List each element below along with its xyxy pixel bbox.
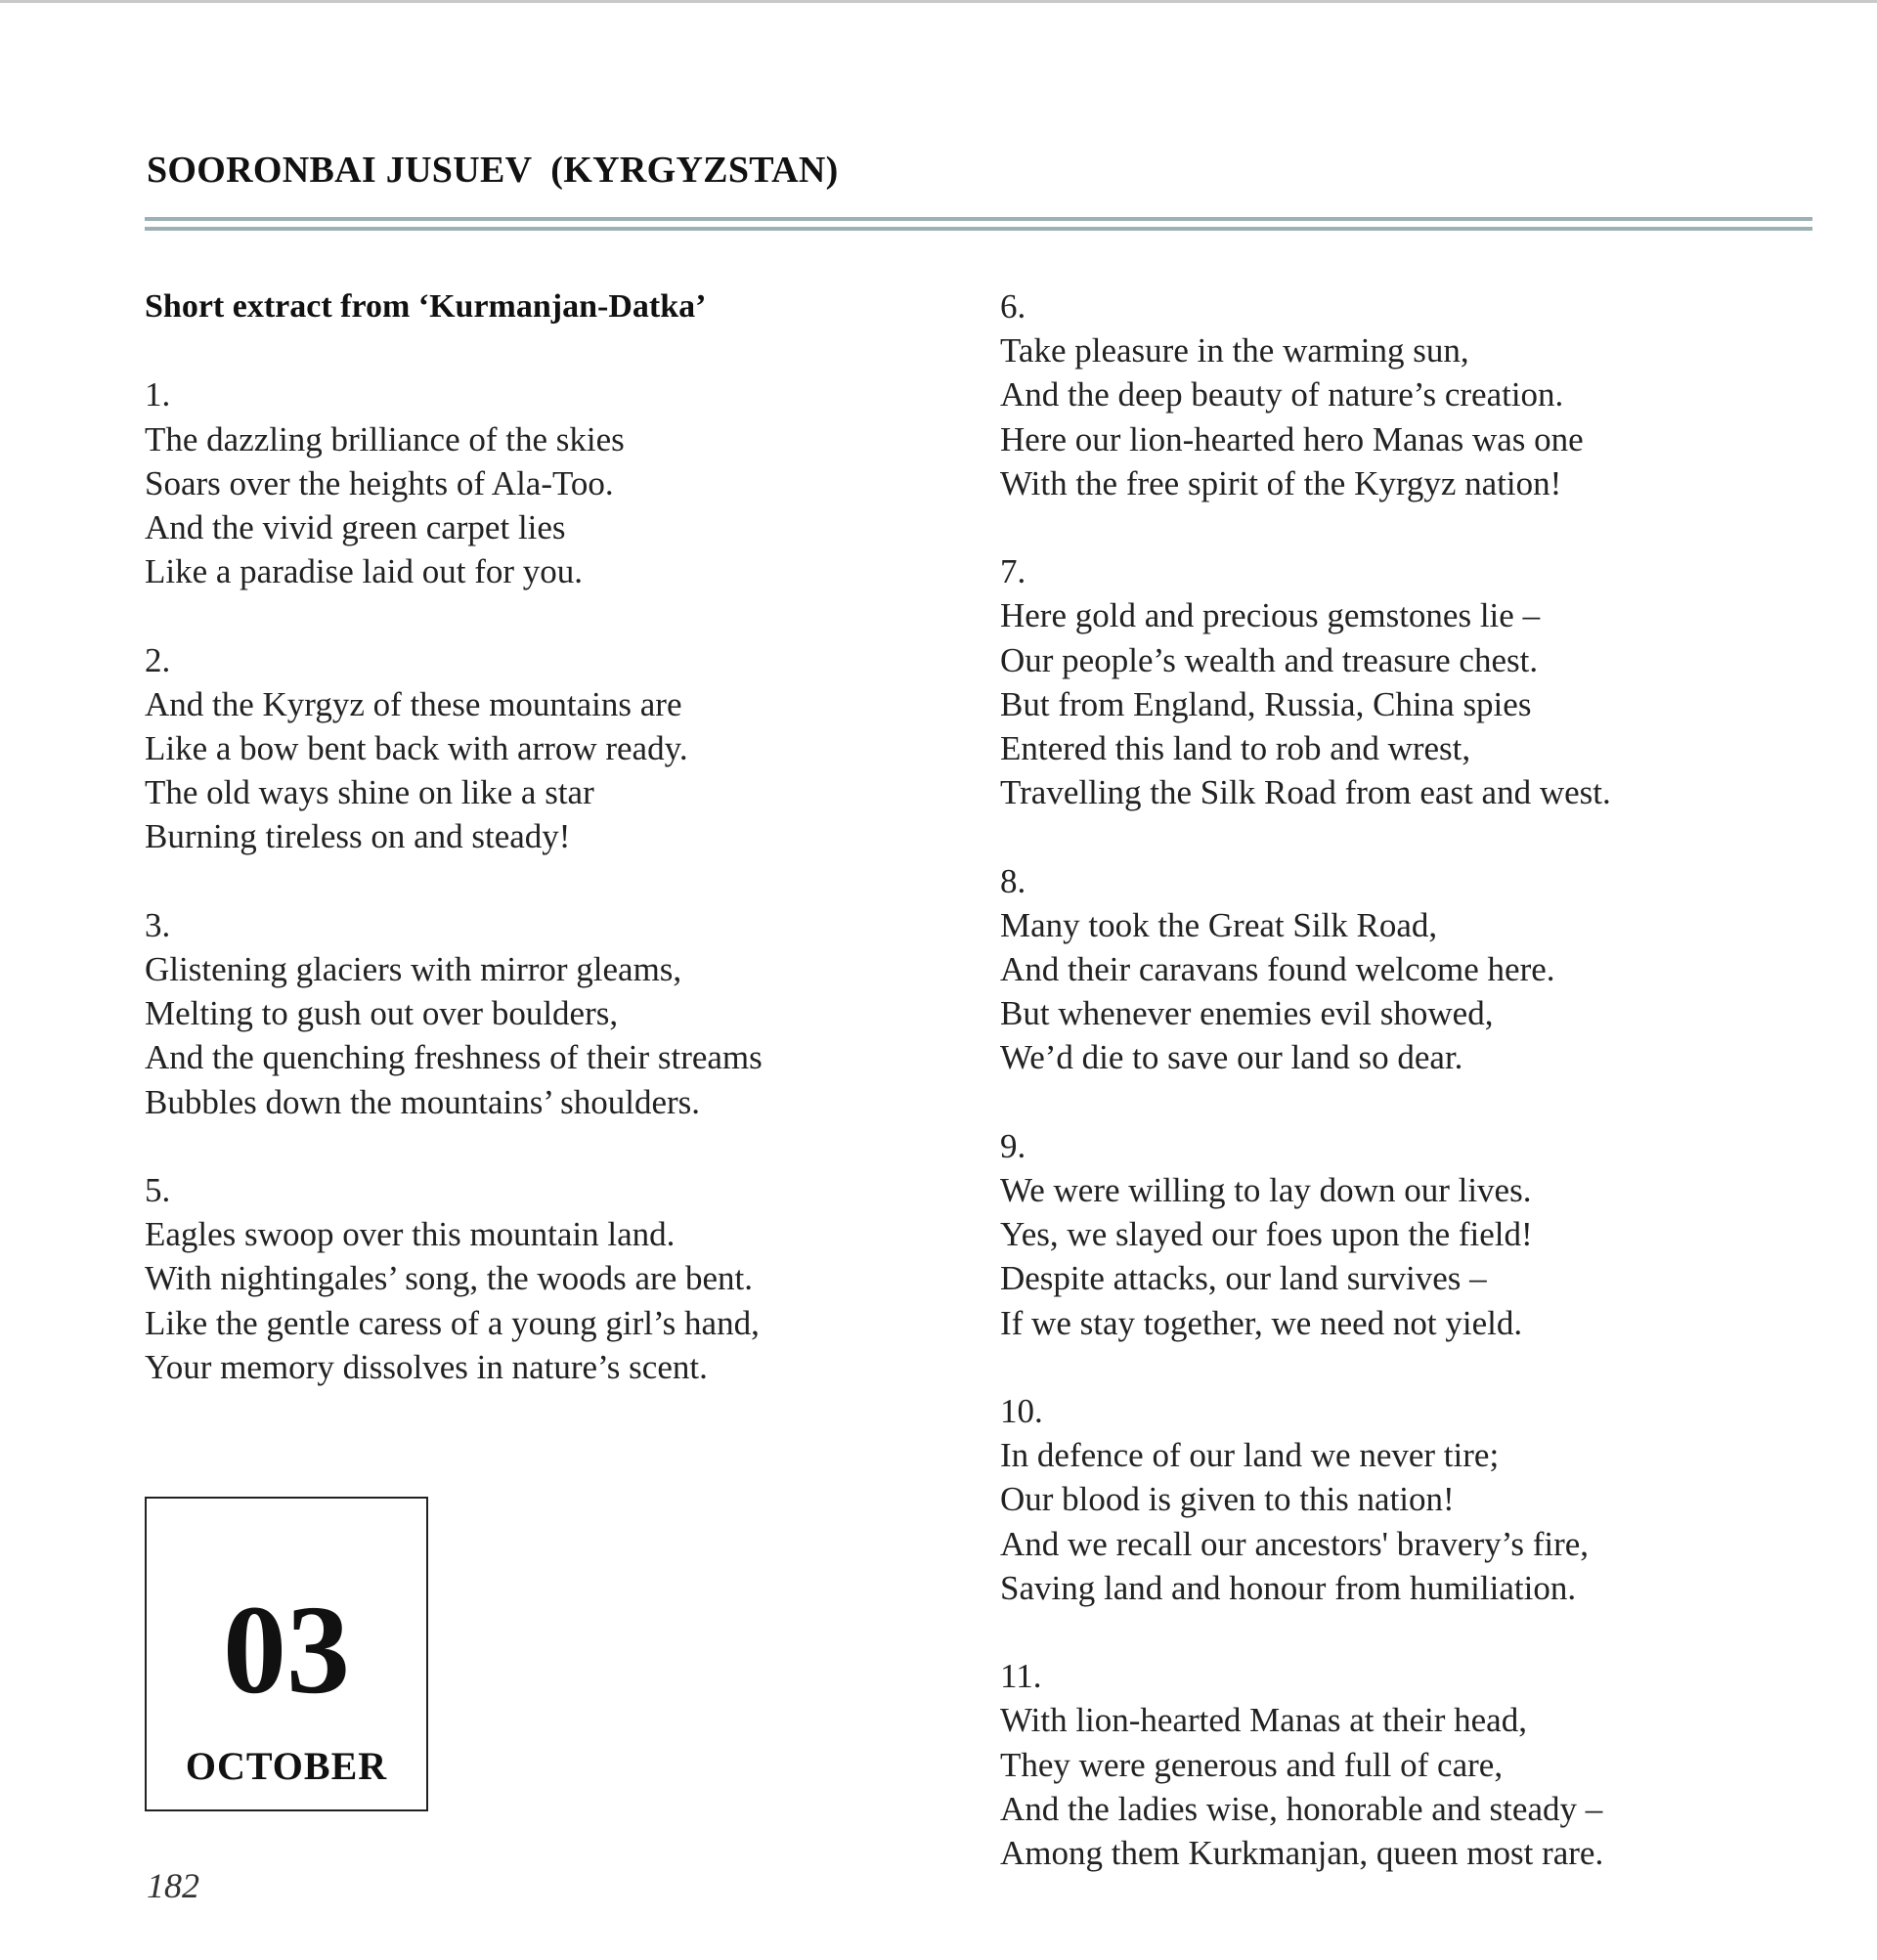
divider-line — [145, 217, 1812, 221]
stanza — [145, 1168, 927, 1389]
stanza-number: 1. — [145, 375, 171, 414]
stanza-number: 10. — [1000, 1392, 1043, 1431]
stanza — [1000, 859, 1802, 1080]
stanza — [1000, 1124, 1802, 1345]
poem-line: Your memory dissolves in nature’s scent. — [145, 1347, 708, 1386]
poem-line: They were generous and full of care, — [1000, 1745, 1504, 1784]
poem-line: Glistening glaciers with mirror gleams, — [145, 950, 682, 988]
stanza-number: 7. — [1000, 552, 1026, 591]
stanza-number: 9. — [1000, 1126, 1026, 1165]
stanza — [1000, 1654, 1802, 1875]
poem-line: Here our lion-hearted hero Manas was one — [1000, 419, 1584, 458]
poem-line: Entered this land to rob and wrest, — [1000, 729, 1471, 768]
stanza — [1000, 1389, 1802, 1610]
title-divider — [145, 217, 1812, 237]
date-month: OCTOBER — [185, 1744, 388, 1788]
page-number: 182 — [147, 1866, 199, 1905]
stanza-number: 3. — [145, 905, 171, 944]
poem-line: Our blood is given to this nation! — [1000, 1480, 1455, 1519]
poem-line: Like a bow bent back with arrow ready. — [145, 729, 688, 767]
poem-line: And the quenching freshness of their streams — [145, 1038, 763, 1077]
top-border — [0, 0, 1877, 3]
poem-line: Saving land and honour from humiliation. — [1000, 1568, 1577, 1607]
poem-line: Here gold and precious gemstones lie – — [1000, 596, 1541, 635]
poem-line: We’d die to save our land so dear. — [1000, 1038, 1463, 1077]
stanza-number: 11. — [1000, 1657, 1042, 1696]
stanza-number: 8. — [1000, 861, 1026, 900]
page-title: SOORONBAI JUSUEV (KYRGYZSTAN) — [147, 150, 839, 191]
stanza — [145, 903, 927, 1124]
poem-line: Eagles swoop over this mountain land. — [145, 1215, 676, 1254]
stanza-number: 5. — [145, 1171, 171, 1209]
poem-line: Melting to gush out over boulders, — [145, 994, 619, 1033]
stanza — [1000, 549, 1802, 814]
poem-line: And the vivid green carpet lies — [145, 508, 566, 546]
stanza — [1000, 284, 1802, 505]
poem-line: Bubbles down the mountains’ shoulders. — [145, 1082, 701, 1121]
stanza — [145, 638, 927, 859]
poem-line: And the Kyrgyz of these mountains are — [145, 684, 682, 723]
date-box — [145, 1497, 428, 1811]
poem-line: Yes, we slayed our foes upon the field! — [1000, 1215, 1533, 1254]
poem-line: Travelling the Silk Road from east and west. — [1000, 773, 1611, 812]
stanza-number: 2. — [145, 640, 171, 679]
poem-line: With the free spirit of the Kyrgyz nation! — [1000, 463, 1562, 502]
poem-line: In defence of our land we never tire; — [1000, 1436, 1500, 1475]
poem-line: Soars over the heights of Ala-Too. — [145, 463, 614, 502]
stanza-list-right — [1000, 284, 1802, 1875]
poem-line: Many took the Great Silk Road, — [1000, 905, 1438, 944]
poem-subtitle: Short extract from ‘Kurmanjan-Datka’ — [145, 288, 707, 325]
poem-line: Burning tireless on and steady! — [145, 817, 571, 856]
poem-line: Among them Kurkmanjan, queen most rare. — [1000, 1834, 1604, 1873]
poem-line: And their caravans found welcome here. — [1000, 950, 1555, 989]
stanza — [145, 372, 927, 593]
poem-line: The old ways shine on like a star — [145, 773, 594, 812]
stanza-number: 6. — [1000, 287, 1026, 326]
stanza-list-left — [145, 372, 927, 1389]
date-day: 03 — [223, 1580, 350, 1720]
poem-line: The dazzling brilliance of the skies — [145, 419, 625, 458]
poem-line: Like the gentle caress of a young girl’s hand, — [145, 1303, 760, 1342]
poem-line: If we stay together, we need not yield. — [1000, 1303, 1523, 1342]
poem-line: But whenever enemies evil showed, — [1000, 994, 1494, 1033]
poem-line: And the deep beauty of nature’s creation. — [1000, 375, 1564, 414]
poem-column-right — [1000, 284, 1802, 1875]
divider-line — [145, 227, 1812, 231]
poem-line: Our people’s wealth and treasure chest. — [1000, 640, 1539, 679]
poem-line: With lion-hearted Manas at their head, — [1000, 1701, 1527, 1740]
poem-line: But from England, Russia, China spies — [1000, 684, 1532, 723]
poem-line: Despite attacks, our land survives – — [1000, 1259, 1487, 1298]
poem-line: We were willing to lay down our lives. — [1000, 1171, 1532, 1210]
poem-column-left — [145, 284, 927, 1389]
poem-line: And the ladies wise, honorable and steady – — [1000, 1789, 1603, 1828]
poem-line: Like a paradise laid out for you. — [145, 552, 584, 591]
poem-line: Take pleasure in the warming sun, — [1000, 331, 1469, 370]
poem-line: With nightingales’ song, the woods are bent. — [145, 1259, 753, 1298]
poem-line: And we recall our ancestors' bravery’s fire, — [1000, 1524, 1590, 1563]
